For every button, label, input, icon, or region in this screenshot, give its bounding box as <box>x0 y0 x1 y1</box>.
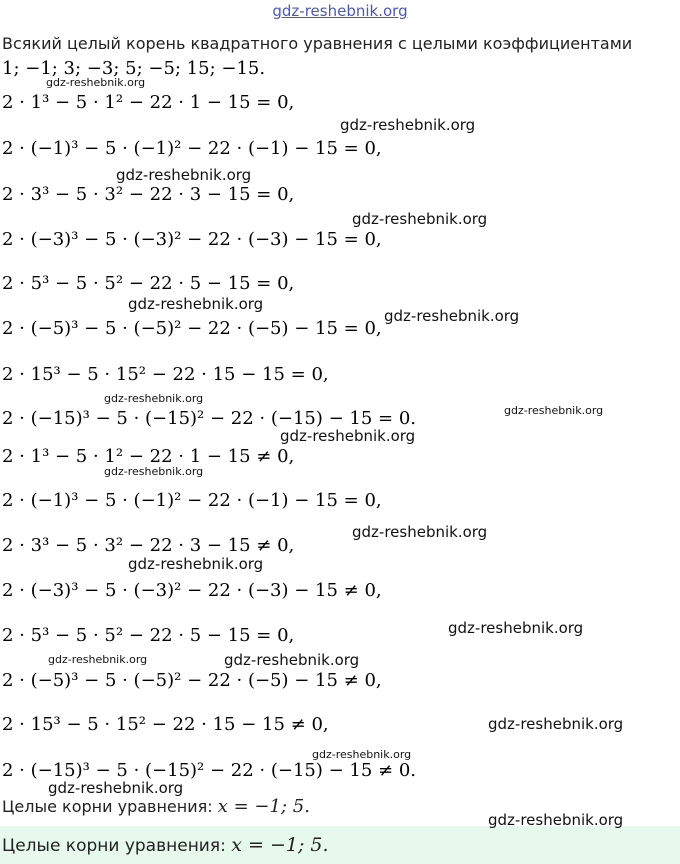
equation-line: 2 · 15³ − 5 · 15² − 22 · 15 − 15 = 0, <box>2 364 329 385</box>
equation-line: 2 · 15³ − 5 · 15² − 22 · 15 − 15 ≠ 0, <box>2 714 329 735</box>
equation-line: 2 · (−3)³ − 5 · (−3)² − 22 · (−3) − 15 = 0, <box>2 229 382 250</box>
answer-box-value: x = −1; 5. <box>231 834 329 856</box>
watermark: gdz-reshebnik.org <box>48 779 184 797</box>
equation-line: 2 · 1³ − 5 · 1² − 22 · 1 − 15 = 0, <box>2 92 295 113</box>
watermark: gdz-reshebnik.org <box>352 523 488 541</box>
candidate-roots: 1; −1; 3; −3; 5; −5; 15; −15. <box>2 58 266 79</box>
watermark: gdz-reshebnik.org <box>448 619 584 637</box>
equation-line: 2 · 3³ − 5 · 3² − 22 · 3 − 15 = 0, <box>2 184 295 205</box>
watermark: gdz-reshebnik.org <box>340 116 476 134</box>
equation-line: 2 · 5³ − 5 · 5² − 22 · 5 − 15 = 0, <box>2 273 295 294</box>
answer-highlight-box <box>0 826 680 864</box>
watermark: gdz-reshebnik.org <box>104 392 204 405</box>
answer-label: Целые корни уравнения: <box>2 797 213 816</box>
answer-text <box>2 796 310 817</box>
watermark: gdz-reshebnik.org <box>48 653 148 666</box>
equation-line: 2 · (−15)³ − 5 · (−15)² − 22 · (−15) − 15 ≠ 0. <box>2 760 417 781</box>
equation-line: 2 · (−1)³ − 5 · (−1)² − 22 · (−1) − 15 = 0, <box>2 490 382 511</box>
watermark: gdz-reshebnik.org <box>488 811 624 829</box>
watermark: gdz-reshebnik.org <box>128 295 264 313</box>
watermark: gdz-reshebnik.org <box>224 651 360 669</box>
watermark: gdz-reshebnik.org <box>116 166 252 184</box>
answer-box-label: Целые корни уравнения: <box>2 836 226 856</box>
watermark: gdz-reshebnik.org <box>128 555 264 573</box>
equation-line: 2 · (−5)³ − 5 · (−5)² − 22 · (−5) − 15 ≠ 0, <box>2 670 382 691</box>
equation-line: 2 · 1³ − 5 · 1² − 22 · 1 − 15 ≠ 0, <box>2 446 295 467</box>
answer-value: x = −1; 5. <box>217 796 310 817</box>
equation-line: 2 · (−1)³ − 5 · (−1)² − 22 · (−1) − 15 = 0, <box>2 138 382 159</box>
watermark: gdz-reshebnik.org <box>504 404 604 417</box>
equation-line: 2 · (−15)³ − 5 · (−15)² − 22 · (−15) − 15 = 0. <box>2 408 417 429</box>
site-link[interactable]: gdz-reshebnik.org <box>272 2 408 20</box>
watermark: gdz-reshebnik.org <box>352 210 488 228</box>
watermark: gdz-reshebnik.org <box>46 76 146 89</box>
watermark: gdz-reshebnik.org <box>488 715 624 733</box>
watermark: gdz-reshebnik.org <box>280 427 416 445</box>
equation-line: 2 · 3³ − 5 · 3² − 22 · 3 − 15 ≠ 0, <box>2 535 295 556</box>
answer-box-text <box>2 834 329 856</box>
watermark: gdz-reshebnik.org <box>104 465 204 478</box>
equation-line: 2 · 5³ − 5 · 5² − 22 · 5 − 15 = 0, <box>2 625 295 646</box>
watermark: gdz-reshebnik.org <box>312 748 412 761</box>
equation-line: 2 · (−3)³ − 5 · (−3)² − 22 · (−3) − 15 ≠ 0, <box>2 580 382 601</box>
intro-text: Всякий целый корень квадратного уравнения с целыми коэффициентами <box>2 34 633 53</box>
equation-line: 2 · (−5)³ − 5 · (−5)² − 22 · (−5) − 15 = 0, <box>2 318 382 339</box>
watermark: gdz-reshebnik.org <box>384 307 520 325</box>
